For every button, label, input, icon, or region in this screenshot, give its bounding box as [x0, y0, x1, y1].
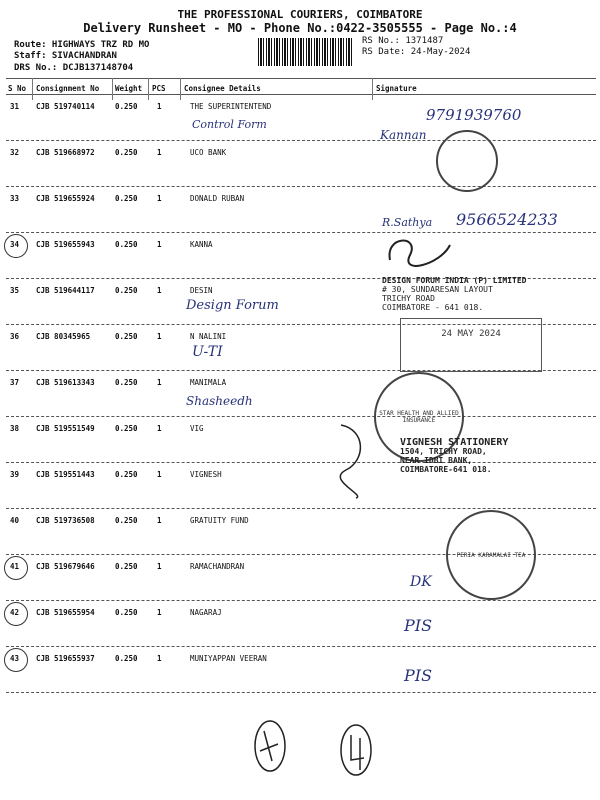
- stamp-line: DESIGN FORUM INDIA (P) LIMITED: [382, 276, 527, 285]
- col-divider: [148, 78, 149, 100]
- row-pcs: 1: [157, 378, 162, 387]
- stamp-line: COIMBATORE - 641 018.: [382, 303, 484, 312]
- row-separator: [6, 692, 596, 693]
- row-consignee: GRATUITY FUND: [190, 516, 249, 525]
- row-sno: 33: [10, 194, 20, 203]
- row-separator: [6, 416, 596, 417]
- row-circle-mark: [4, 556, 28, 580]
- row-consignment: CJB 519644117: [36, 286, 95, 295]
- row-pcs: 1: [157, 102, 162, 111]
- row-pcs: 1: [157, 194, 162, 203]
- row-consignment: CJB 519655954: [36, 608, 95, 617]
- handwritten-note: U-TI: [192, 344, 223, 360]
- row-weight: 0.250: [115, 424, 138, 433]
- company-title: THE PROFESSIONAL COURIERS, COIMBATORE: [177, 8, 423, 21]
- row-consignment: CJB 80345965: [36, 332, 91, 341]
- row-sno: 36: [10, 332, 20, 341]
- round-seal-stamp: [436, 130, 498, 192]
- row-consignment: CJB 519679646: [36, 562, 95, 571]
- handwritten-note: Control Form: [192, 118, 267, 131]
- row-consignee: VIGNESH: [190, 470, 222, 479]
- row-consignment: CJB 519740114: [36, 102, 95, 111]
- row-circle-mark: [4, 602, 28, 626]
- row-pcs: 1: [157, 424, 162, 433]
- col-divider: [180, 78, 181, 100]
- stamp-line: COIMBATORE-641 018.: [400, 465, 492, 474]
- seal-text: PERIA KARAMALAI TEA: [456, 551, 526, 559]
- row-sno: 43: [10, 654, 20, 663]
- row-sno: 38: [10, 424, 20, 433]
- col-header-weight: Weight: [115, 84, 143, 93]
- stamp-date: 24 MAY 2024: [441, 329, 501, 339]
- row-consignment: CJB 519668972: [36, 148, 95, 157]
- row-consignment: CJB 519551443: [36, 470, 95, 479]
- handwritten-signature: DK: [410, 574, 432, 590]
- col-divider: [32, 78, 33, 100]
- row-separator: [6, 600, 596, 601]
- row-pcs: 1: [157, 148, 162, 157]
- header-top-rule: [6, 78, 596, 79]
- row-weight: 0.250: [115, 102, 138, 111]
- row-pcs: 1: [157, 562, 162, 571]
- drs-number: DRS No.: DCJB137148704: [14, 63, 134, 73]
- runsheet-subtitle: Delivery Runsheet - MO - Phone No.:0422-3505555 - Page No.:4: [83, 21, 517, 35]
- stamp-line: TRICHY ROAD: [382, 294, 435, 303]
- row-weight: 0.250: [115, 148, 138, 157]
- rs-date: RS Date: 24-May-2024: [362, 47, 471, 57]
- row-sno: 37: [10, 378, 20, 387]
- stamp-line: NEAR IDBI BANK,: [400, 456, 473, 465]
- handwritten-signature: Kannan: [380, 128, 427, 142]
- staff-label: Staff: SIVACHANDRAN: [14, 51, 117, 61]
- row-weight: 0.250: [115, 332, 138, 341]
- rs-number: RS No.: 1371487: [362, 36, 444, 46]
- seal-text: STAR HEALTH AND ALLIED INSURANCE: [379, 410, 459, 424]
- handwritten-phone: 9791939760: [426, 106, 522, 124]
- col-divider: [372, 78, 373, 100]
- row-weight: 0.250: [115, 286, 138, 295]
- row-consignment: CJB 519736508: [36, 516, 95, 525]
- handwritten-signature: PIS: [404, 666, 433, 685]
- stamp-line: # 30, SUNDARESAN LAYOUT: [382, 285, 493, 294]
- handwritten-signature: R.Sathya: [382, 216, 433, 229]
- row-weight: 0.250: [115, 470, 138, 479]
- row-pcs: 1: [157, 240, 162, 249]
- handwritten-note: Design Forum: [186, 298, 279, 313]
- handwritten-phone: 9566524233: [456, 210, 558, 229]
- row-consignee: DESIN: [190, 286, 213, 295]
- row-consignee: MUNIYAPPAN VEERAN: [190, 654, 267, 663]
- row-consignee: KANNA: [190, 240, 213, 249]
- row-sno: 34: [10, 240, 20, 249]
- row-consignment: CJB 519551549: [36, 424, 95, 433]
- col-header-consignment: Consignment No: [36, 84, 100, 93]
- stamp-line: VIGNESH STATIONERY: [400, 437, 509, 448]
- row-consignment: CJB 519655937: [36, 654, 95, 663]
- row-circle-mark: [4, 234, 28, 258]
- stamp-line: 1504, TRICHY ROAD,: [400, 447, 487, 456]
- col-header-pcs: PCS: [152, 84, 166, 93]
- handwritten-note: Shasheedh: [186, 394, 253, 408]
- signature-scribble: [380, 230, 460, 270]
- row-weight: 0.250: [115, 378, 138, 387]
- row-consignee: DONALD RUBAN: [190, 194, 245, 203]
- row-sno: 32: [10, 148, 20, 157]
- row-weight: 0.250: [115, 608, 138, 617]
- row-sno: 42: [10, 608, 20, 617]
- row-sno: 41: [10, 562, 20, 571]
- col-header-consignee: Consignee Details: [184, 84, 261, 93]
- row-consignee: N NALINI: [190, 332, 227, 341]
- row-pcs: 1: [157, 332, 162, 341]
- row-consignee: VIG: [190, 424, 204, 433]
- row-separator: [6, 186, 596, 187]
- col-header-sno: S No: [8, 84, 27, 93]
- row-consignee: NAGARAJ: [190, 608, 222, 617]
- handwritten-signature: PIS: [404, 616, 433, 635]
- row-pcs: 1: [157, 516, 162, 525]
- periya-karamalai-seal: [446, 510, 536, 600]
- row-separator: [6, 646, 596, 647]
- route-label: Route: HIGHWAYS TRZ RD MO: [14, 40, 150, 50]
- row-consignment: CJB 519655943: [36, 240, 95, 249]
- row-consignee: MANIMALA: [190, 378, 227, 387]
- row-sno: 35: [10, 286, 20, 295]
- row-sno: 39: [10, 470, 20, 479]
- row-weight: 0.250: [115, 516, 138, 525]
- row-consignment: CJB 519613343: [36, 378, 95, 387]
- row-weight: 0.250: [115, 194, 138, 203]
- barcode: [258, 38, 354, 66]
- page-mark: [336, 720, 376, 780]
- row-circle-mark: [4, 648, 28, 672]
- row-weight: 0.250: [115, 240, 138, 249]
- design-forum-stamp: [382, 276, 552, 312]
- vignesh-stationery-stamp: [400, 438, 570, 474]
- row-sno: 31: [10, 102, 20, 111]
- row-weight: 0.250: [115, 562, 138, 571]
- row-separator: [6, 140, 596, 141]
- row-separator: [6, 508, 596, 509]
- row-consignee: RAMACHANDRAN: [190, 562, 245, 571]
- header-bottom-rule: [6, 94, 596, 95]
- col-divider: [112, 78, 113, 100]
- page-mark: [250, 716, 290, 776]
- received-date-stamp: [400, 318, 542, 372]
- row-consignee: UCO BANK: [190, 148, 227, 157]
- col-header-signature: Signature: [376, 84, 417, 93]
- row-pcs: 1: [157, 286, 162, 295]
- row-consignment: CJB 519655924: [36, 194, 95, 203]
- row-weight: 0.250: [115, 654, 138, 663]
- row-consignee: THE SUPERINTENTEND: [190, 102, 272, 111]
- row-pcs: 1: [157, 470, 162, 479]
- row-pcs: 1: [157, 608, 162, 617]
- row-separator: [6, 232, 596, 233]
- row-pcs: 1: [157, 654, 162, 663]
- row-sno: 40: [10, 516, 20, 525]
